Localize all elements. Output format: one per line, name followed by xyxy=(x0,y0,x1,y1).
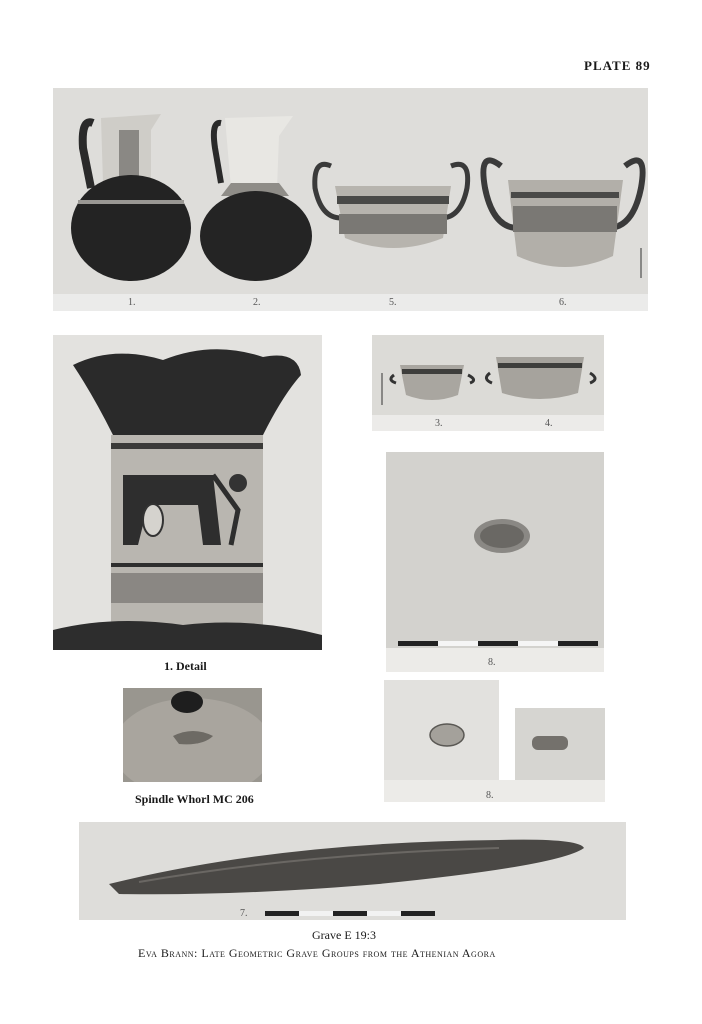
figure-label-3: 3. xyxy=(435,418,443,429)
figure-label-8a: 8. xyxy=(488,657,496,668)
plate-number: PLATE 89 xyxy=(584,58,651,73)
figure-label-5: 5. xyxy=(389,297,397,308)
figure-label-8b: 8. xyxy=(486,790,494,801)
grave-caption: Grave E 19:3 xyxy=(312,928,376,942)
detail-caption: 1. Detail xyxy=(164,659,207,673)
photo-iron-blade xyxy=(79,822,626,920)
photo-top-row xyxy=(53,88,648,311)
figure-label-6: 6. xyxy=(559,297,567,308)
footer-title: Eva Brann: Late Geometric Grave Groups from the Athenian Agora xyxy=(138,946,496,960)
figure-label-4: 4. xyxy=(545,418,553,429)
figure-label-2: 2. xyxy=(253,297,261,308)
photo-skyphoi xyxy=(372,335,604,431)
photo-seal-pair xyxy=(384,680,605,802)
photo-seal-large xyxy=(386,452,604,672)
figure-label-1: 1. xyxy=(128,297,136,308)
photo-spindle-whorl xyxy=(123,688,262,782)
photo-detail-neck xyxy=(53,335,322,650)
spindle-caption: Spindle Whorl MC 206 xyxy=(135,792,254,806)
figure-label-7: 7. xyxy=(240,908,248,919)
